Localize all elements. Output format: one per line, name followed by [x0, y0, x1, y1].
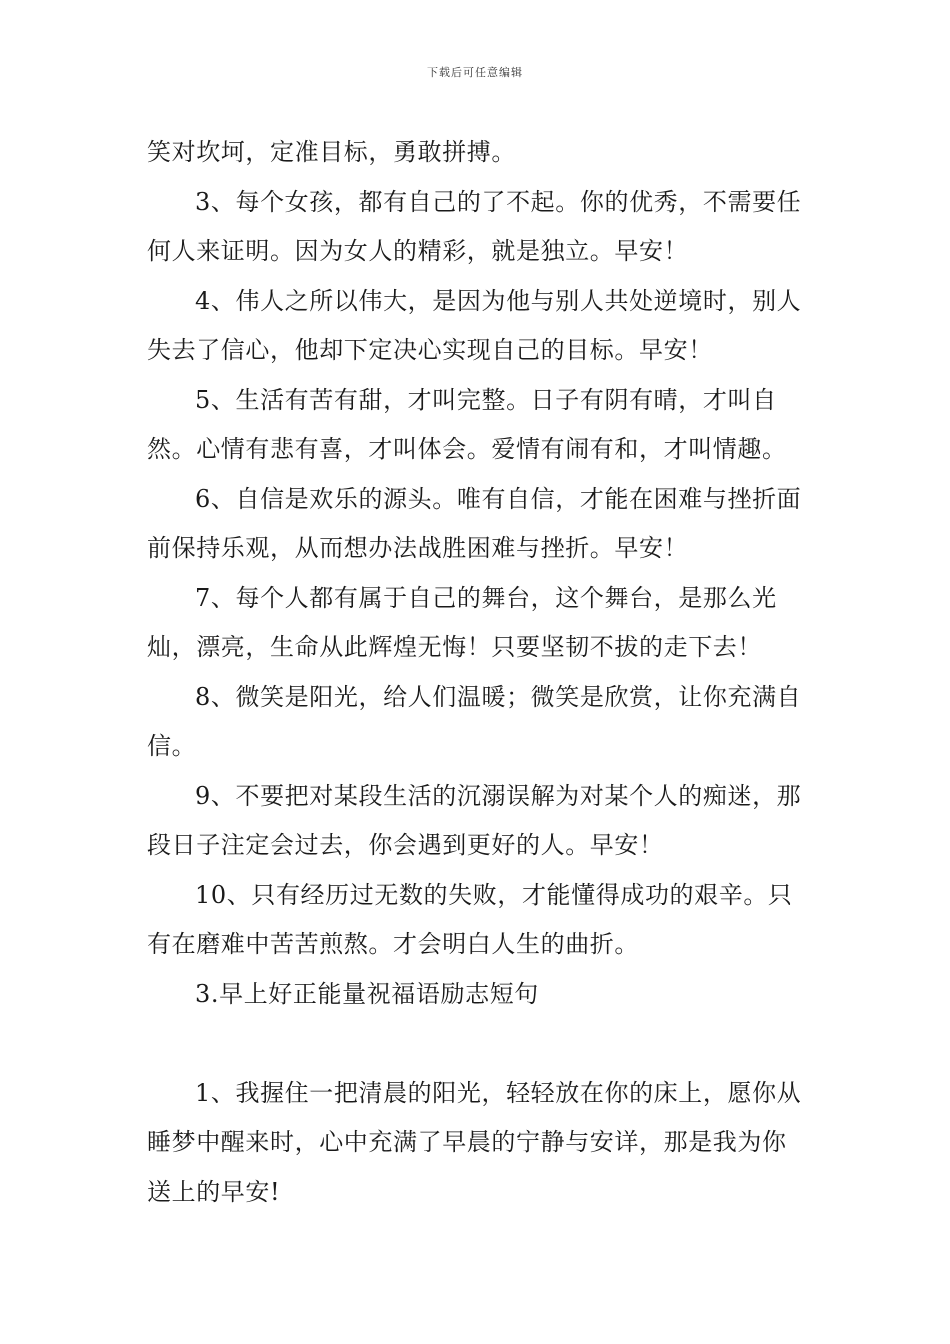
paragraph: 10、只有经历过无数的失败，才能懂得成功的艰辛。只有在磨难中苦苦煎熬。才会明白人生的曲折。 [147, 880, 793, 958]
document-body [147, 128, 807, 1217]
paragraph: 8、微笑是阳光，给人们温暖；微笑是欣赏，让你充满自信。 [147, 682, 802, 760]
section-heading: 3.早上好正能量祝福语励志短句 [195, 979, 539, 1008]
paragraph: 9、不要把对某段生活的沉溺误解为对某个人的痴迷，那段日子注定会过去，你会遇到更好的人。早安！ [147, 781, 802, 859]
paragraph: 3、每个女孩，都有自己的了不起。你的优秀，不需要任何人来证明。因为女人的精彩，就是独立。早安！ [147, 187, 802, 265]
paragraph: 笑对坎坷，定准目标，勇敢拼搏。 [147, 138, 516, 166]
page-header: 下载后可任意编辑 [427, 66, 523, 79]
paragraph: 7、每个人都有属于自己的舞台，这个舞台，是那么光灿，漂亮，生命从此辉煌无悔！只要坚韧不拔的走下去！ [147, 583, 777, 661]
section-spacer [147, 1019, 807, 1069]
paragraph: 4、伟人之所以伟大，是因为他与别人共处逆境时，别人失去了信心，他却下定决心实现自己的目标。早安！ [147, 286, 802, 364]
paragraph: 1、我握住一把清晨的阳光，轻轻放在你的床上，愿你从睡梦中醒来时，心中充满了早晨的宁静与安详，那是我为你送上的早安! [147, 1078, 802, 1206]
paragraph: 5、生活有苦有甜，才叫完整。日子有阴有晴，才叫自然。心情有悲有喜，才叫体会。爱情有闹有和，才叫情趣。 [147, 385, 787, 463]
paragraph: 6、自信是欢乐的源头。唯有自信，才能在困难与挫折面前保持乐观，从而想办法战胜困难与挫折。早安！ [147, 484, 802, 562]
